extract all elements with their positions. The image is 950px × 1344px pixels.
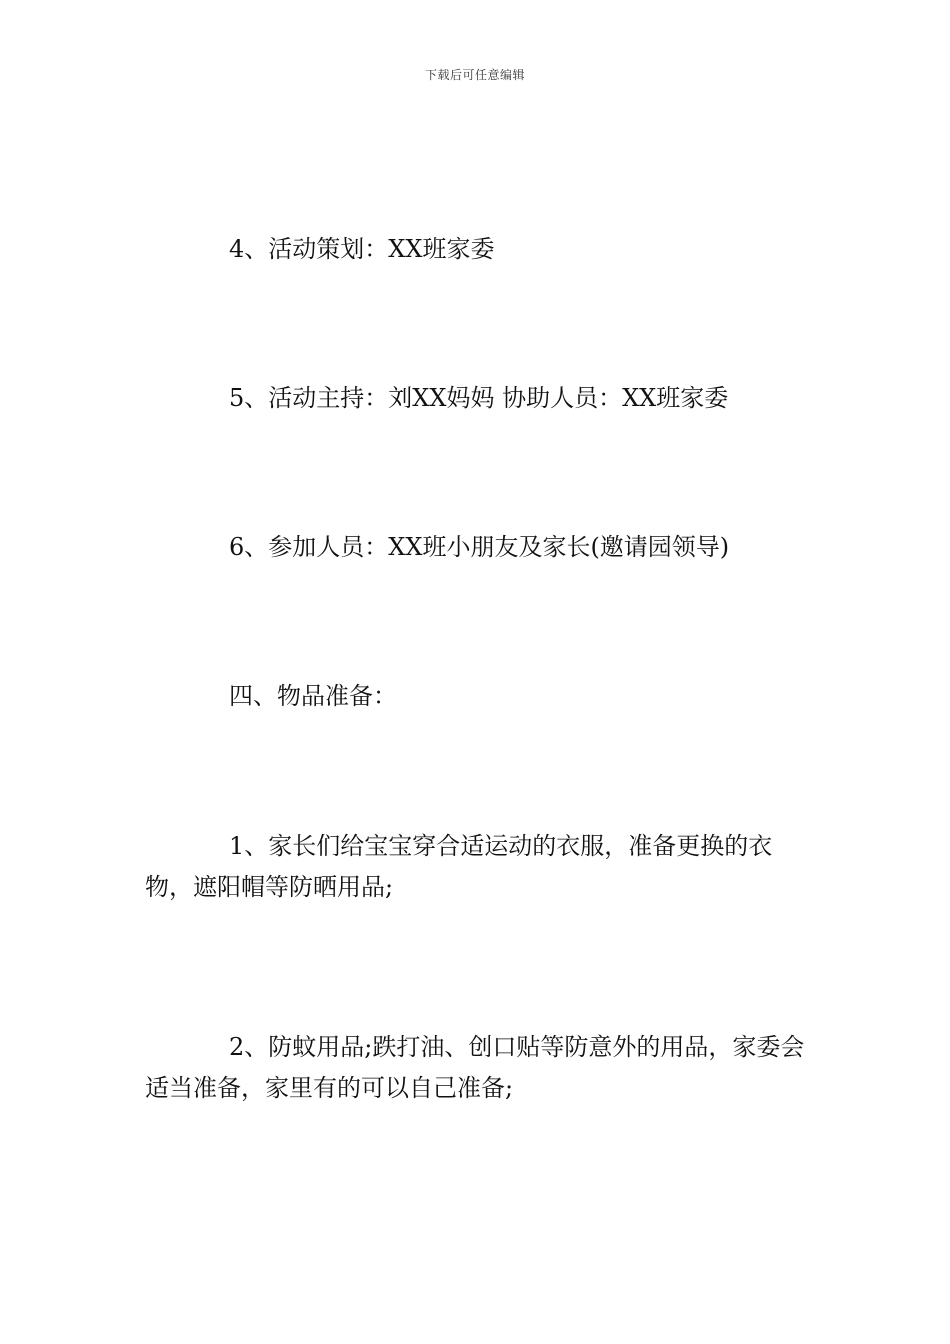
paragraph-activity-planning: 4、活动策划：XX班家委 xyxy=(229,235,495,263)
paragraph-supplies-first-aid: 2、防蚊用品;跌打油、创口贴等防意外的用品，家委会适当准备，家里有的可以自己准备; xyxy=(145,1033,805,1102)
section-heading-supplies: 四、物品准备： xyxy=(229,682,397,710)
paragraph-participants: 6、参加人员：XX班小朋友及家长(邀请园领导) xyxy=(229,533,730,561)
paragraph-supplies-clothing: 1、家长们给宝宝穿合适运动的衣服，准备更换的衣物，遮阳帽等防晒用品; xyxy=(145,832,773,901)
paragraph-activity-host: 5、活动主持：刘XX妈妈 协助人员：XX班家委 xyxy=(229,384,729,412)
page-header: 下载后可任意编辑 xyxy=(424,68,525,82)
